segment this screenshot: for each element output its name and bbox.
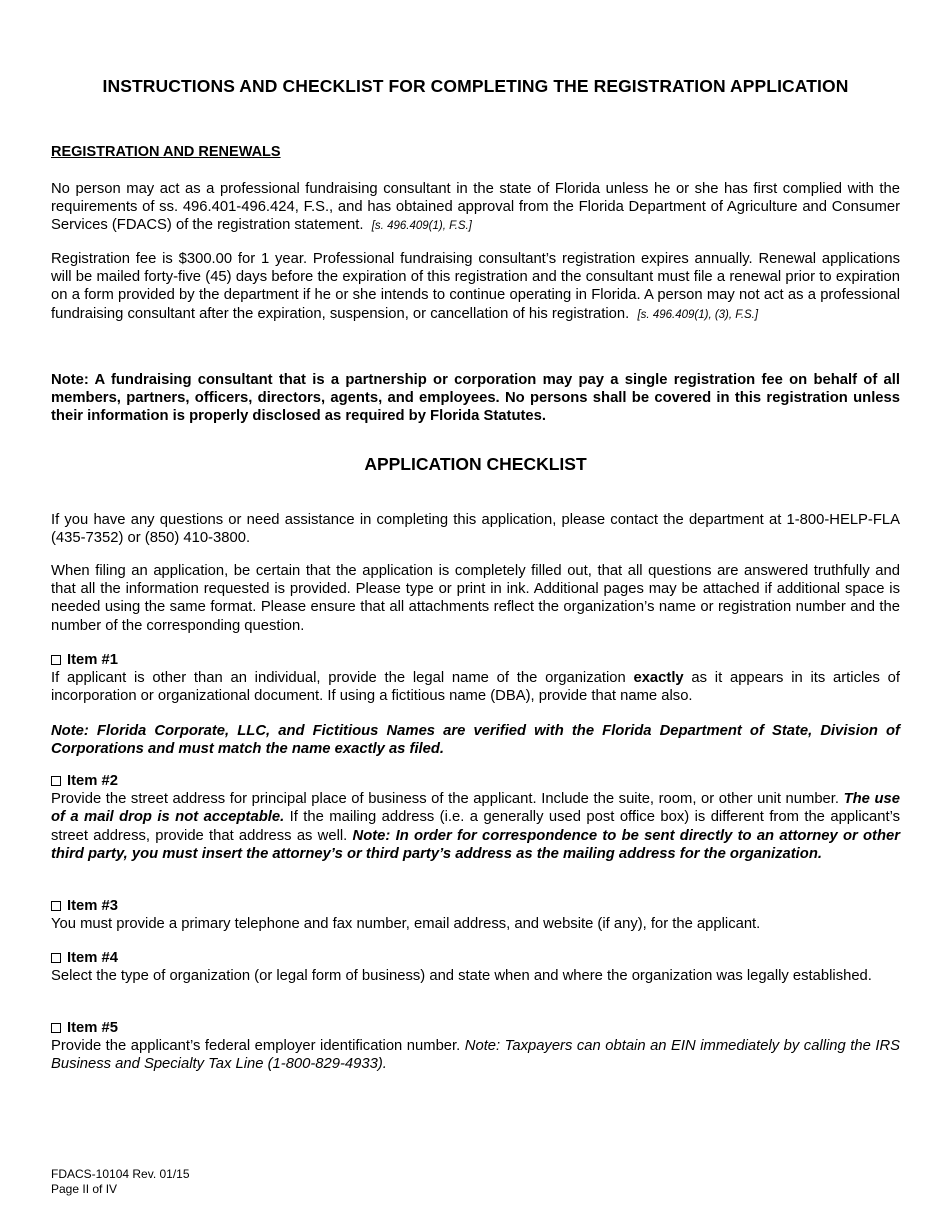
- paragraph-filing: [51, 562, 900, 635]
- section-heading-registration: REGISTRATION AND RENEWALS: [51, 144, 281, 160]
- filing-text: When filing an application, be certain that the application is completely filled out, that all questions are answered truthfully and that all the information requested is provided. Please type or print in ink. Additional pages may be attached if additional space is needed using the same format. Please ensure that all attachments reflect the organization’s name or registration number and the number of the corresponding question.: [51, 563, 900, 634]
- checklist-item-3: [51, 897, 900, 933]
- item-3-label: Item #3: [67, 898, 118, 914]
- checkbox-icon[interactable]: [51, 655, 61, 665]
- item-1-text-a: If applicant is other than an individual, provide the legal name of the organization: [51, 670, 634, 687]
- item-5-text-a: Provide the applicant’s federal employer identification number.: [51, 1038, 465, 1055]
- item-5-label: Item #5: [67, 1020, 118, 1036]
- para1-text: No person may act as a professional fundraising consultant in the state of Florida unless he or she has first complied with the requirements of ss. 496.401-496.424, F.S., and has obtained approval from the Florida Department of Agriculture and Consumer Services (FDACS) of the registration statement.: [51, 181, 900, 234]
- checkbox-icon[interactable]: [51, 776, 61, 786]
- item-1-text-b: as it appears in its articles of incorporation or organizational document. If using a fictitious name (DBA), provide that name also.: [51, 670, 900, 705]
- checklist-item-2: [51, 772, 900, 863]
- checkbox-icon[interactable]: [51, 901, 61, 911]
- page-footer: [51, 1167, 190, 1196]
- page-number: Page II of IV: [51, 1181, 118, 1196]
- para2-text: Registration fee is $300.00 for 1 year. Professional fundraising consultant’s registration expires annually. Renewal applications will be mailed forty-five (45) days before the expiration of this registration and the consultant must file a renewal prior to expiration on a form provided by the department if he or she intends to continue operating in Florida. A person may not act as a professional fundraising consultant after the expiration, suspension, or cancellation of his registration.: [51, 251, 900, 322]
- item-4-label: Item #4: [67, 950, 118, 966]
- para1-citation: [s. 496.409(1), F.S.]: [371, 220, 472, 233]
- note-partnership-text: Note: A fundraising consultant that is a partnership or corporation may pay a single registration fee on behalf of all members, partners, officers, directors, agents, and employees. No persons shall be covered in this registration unless their information is properly disclosed as required by Florida Statutes.: [51, 372, 900, 425]
- checklist-item-1: [51, 651, 900, 758]
- checkbox-icon[interactable]: [51, 953, 61, 963]
- form-number: FDACS-10104 Rev. 01/15: [51, 1167, 190, 1181]
- item-1-note: Note: Florida Corporate, LLC, and Fictitious Names are verified with the Florida Department of State, Division of Corporations and must match the name exactly as filed.: [51, 722, 900, 757]
- item-5-text-italic: Note: Taxpayers can obtain an EIN immediately by calling the IRS Business and Specialty Tax Line (1-800-829-4933).: [51, 1038, 900, 1073]
- note-partnership-fee: [51, 371, 900, 426]
- checklist-heading: APPLICATION CHECKLIST: [364, 454, 587, 474]
- item-2-text-b: If the mailing address (i.e. a generally used post office box) is different from the applicant’s street address, provide that address as well.: [51, 809, 900, 844]
- checklist-item-4: [51, 949, 900, 985]
- item-1-label: Item #1: [67, 652, 118, 668]
- item-2-text-bold-italic-2: Note: In order for correspondence to be sent directly to an attorney or other third party, you must insert the attorney’s or third party’s address as the mailing address for the organization.: [51, 827, 900, 862]
- item-2-text-bold-italic-1: The use of a mail drop is not acceptable.: [51, 791, 901, 826]
- item-3-text: You must provide a primary telephone and fax number, email address, and website (if any), for the applicant.: [51, 916, 761, 933]
- checklist-item-5: [51, 1019, 900, 1074]
- para2-citation: [s. 496.409(1), (3), F.S.]: [637, 308, 759, 321]
- paragraph-registration-fee: [51, 250, 900, 324]
- item-2-text-a: Provide the street address for principal place of business of the applicant. Include the suite, room, or other unit number.: [51, 791, 844, 808]
- item-1-text-bold: exactly: [633, 670, 684, 687]
- item-4-text: Select the type of organization (or legal form of business) and state when and where the organization was legally established.: [51, 968, 872, 985]
- contact-text: If you have any questions or need assistance in completing this application, please contact the department at 1-800-HELP-FLA (435-7352) or (850) 410-3800.: [51, 512, 900, 547]
- page-title: INSTRUCTIONS AND CHECKLIST FOR COMPLETING THE REGISTRATION APPLICATION: [102, 76, 849, 96]
- item-2-label: Item #2: [67, 773, 118, 789]
- paragraph-registration-requirement: [51, 180, 900, 236]
- paragraph-contact: [51, 511, 900, 547]
- checkbox-icon[interactable]: [51, 1023, 61, 1033]
